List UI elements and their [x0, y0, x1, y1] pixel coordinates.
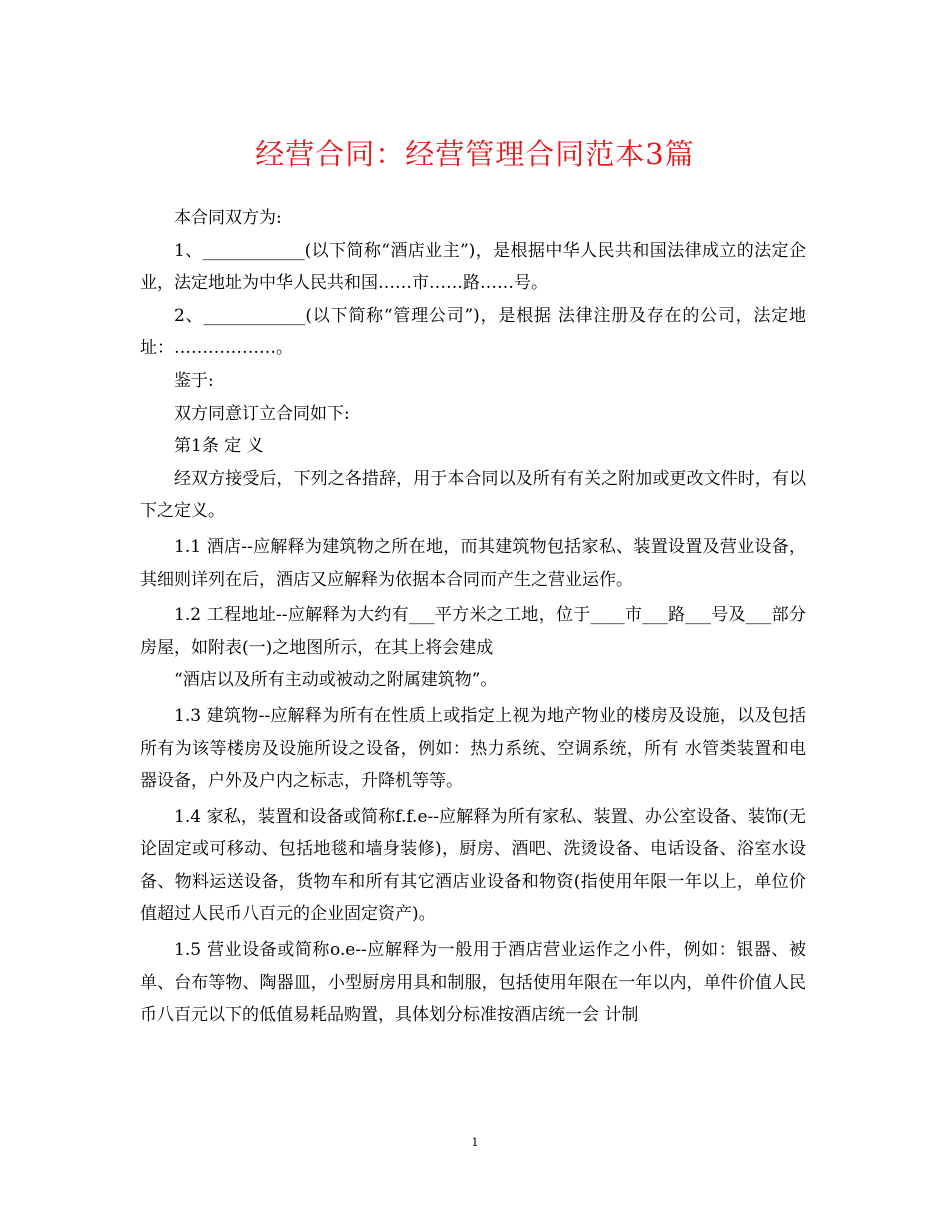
paragraph-article-1-heading: 第1条 定 义: [174, 436, 264, 457]
paragraph-1-2-site: 1.2 工程地址--应解释为大约有___平方米之工地，位于____市___路___号及___部分房屋，如附表(一)之地图所示，在其上将会建成: [140, 605, 806, 658]
paragraph-1-1-hotel: 1.1 酒店--应解释为建筑物之所在地，而其建筑物包括家私、装置设置及营业设备，其细则详列在后，酒店又应解释为依据本合同而产生之营业运作。: [140, 536, 806, 590]
document-body: [140, 202, 806, 1032]
paragraph-1-5-oe: 1.5 营业设备或简称o.e--应解释为一般用于酒店营业运作之小件，例如：银器、被单、台布等物、陶器皿，小型厨房用具和制服，包括使用年限在一年以内，单件价值人民币八百元以下的低值易耗品购置，具体划分标准按酒店统一会 计制: [140, 940, 806, 1026]
paragraph-agreement: 双方同意订立合同如下:: [174, 403, 350, 424]
paragraph-1-3-building: 1.3 建筑物--应解释为所有在性质上或指定上视为地产物业的楼房及设施，以及包括所有为该等楼房及设施所设之设备，例如：热力系统、空调系统，所有 水管类装置和电器设备，户外及户内之标志，升降机等等。: [140, 705, 806, 792]
paragraph-whereas: 鉴于:: [174, 370, 214, 391]
paragraph-1-4-ffe: 1.4 家私，装置和设备或简称f.f.e--应解释为所有家私、装置、办公室设备、装饰(无论固定或可移动、包括地毯和墙身装修)，厨房、酒吧、洗烫设备、电话设备、浴室水设备、物料运送设备，货物车和所有其它酒店业设备和物资(指使用年限一年以上，单位价值超过人民币八百元的企业固定资产)。: [140, 806, 806, 925]
page-number: 1: [471, 1136, 479, 1149]
paragraph-1-2-continued: “酒店以及所有主动或被动之附属建筑物”。: [174, 670, 498, 691]
paragraph-party-1: 1、____________(以下简称“酒店业主”)，是根据中华人民共和国法律成立的法定企业，法定地址为中华人民共和国……市……路……号。: [140, 240, 806, 294]
paragraph-definitions-intro: 经双方接受后，下列之各措辞，用于本合同以及所有有关之附加或更改文件时，有以下之定义。: [140, 468, 806, 522]
document-title: 经营合同：经营管理合同范本3篇: [255, 137, 695, 171]
paragraph-party-2: 2、____________(以下简称“管理公司”)，是根据 法律注册及存在的公司，法定地址：………………。: [140, 305, 806, 359]
paragraph-parties-intro: 本合同双方为:: [174, 208, 282, 228]
